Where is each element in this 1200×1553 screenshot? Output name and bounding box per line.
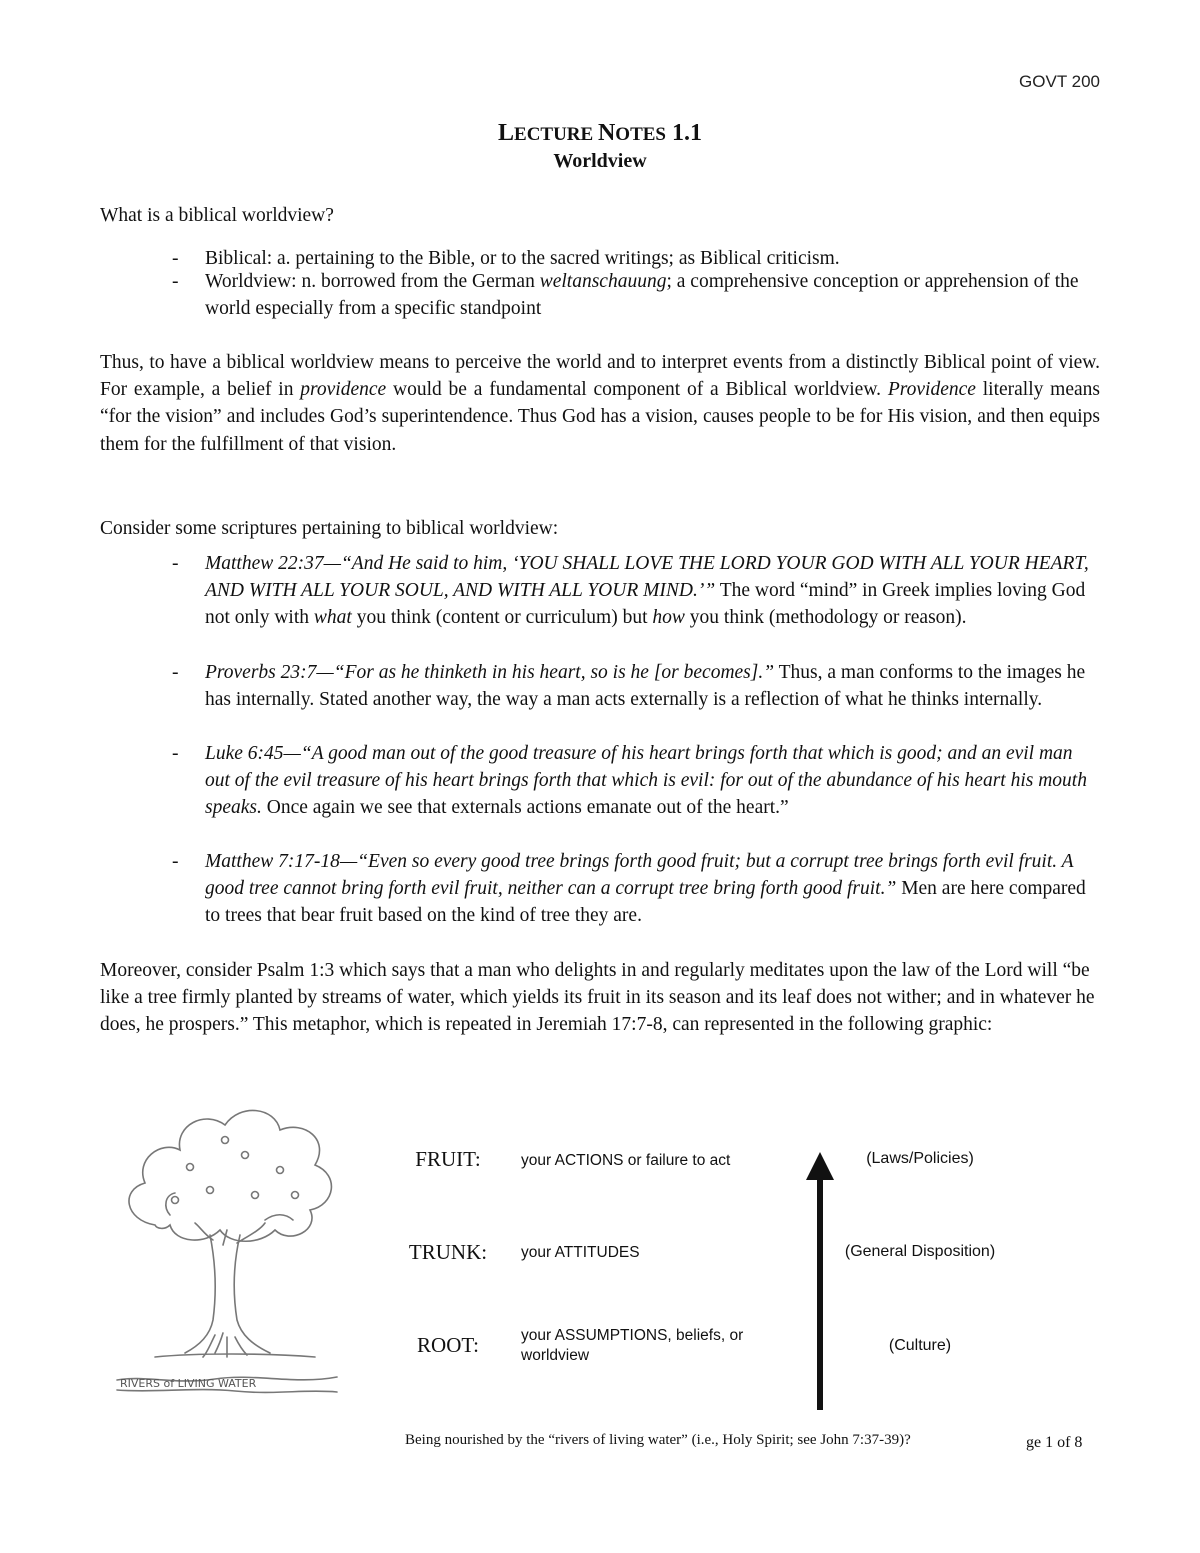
scripture-item: - Luke 6:45—“A good man out of the good treasure of his heart brings forth that which is good; and an evil man out of the evil treasure of his heart brings forth that which is evil: for out of the abundance of his heart his mouth speaks. Once again we see that externals actions emanate out of the heart.” bbox=[172, 743, 1087, 819]
definition-item: - Biblical: a. pertaining to the Bible, or to the sacred writings; as Biblical criticism. bbox=[172, 248, 840, 269]
graphic-caption: Being nourished by the “rivers of living water” (i.e., Holy Spirit; see John 7:37-39)? bbox=[405, 1432, 911, 1448]
fruit-description: your ACTIONS or failure to act bbox=[521, 1152, 731, 1169]
root-category: (Culture) bbox=[888, 1337, 952, 1354]
page-subtitle: Worldview bbox=[553, 150, 647, 172]
tree-sketch-icon bbox=[115, 1095, 355, 1405]
root-label: ROOT: bbox=[417, 1333, 479, 1357]
scripture-item: - Matthew 22:37—“And He said to him, ‘YOU SHALL LOVE THE LORD YOUR GOD WITH ALL YOUR HEART, AND WITH ALL YOUR SOUL, AND WITH ALL YOUR MIND.’” The word “mind” in Greek implies loving God not only with what you think (content or curriculum) but how you think (methodology or reason). bbox=[172, 553, 1089, 629]
question-heading: What is a biblical worldview? bbox=[100, 205, 334, 226]
trunk-category: (General Disposition) bbox=[844, 1243, 996, 1260]
fruit-category: (Laws/Policies) bbox=[866, 1150, 974, 1167]
trunk-description: your ATTITUDES bbox=[521, 1244, 640, 1261]
scripture-item: - Matthew 7:17-18—“Even so every good tree brings forth good fruit; but a corrupt tree brings forth evil fruit. A good tree cannot bring forth evil fruit, neither can a corrupt tree bring forth good fruit.” Men are here compared to trees that bear fruit based on the kind of tree they are. bbox=[172, 851, 1086, 927]
arrow-up-icon bbox=[800, 1150, 840, 1412]
page-number: ge 1 of 8 bbox=[1026, 1434, 1083, 1451]
scripture-item: - Proverbs 23:7—“For as he thinketh in his heart, so is he [or becomes].” Thus, a man conforms to the images he has internally. Stated another way, the way a man acts externally is a reflection of what he thinks internally. bbox=[172, 662, 1086, 711]
page-title: LECTURE NOTES 1.1 bbox=[498, 120, 702, 146]
tree-caption: RIVERS of LIVING WATER bbox=[120, 1377, 257, 1390]
definition-item: - Worldview: n. borrowed from the German weltanschauung; a comprehensive conception or apprehension of the world especially from a specific standpoint bbox=[172, 271, 1079, 320]
psalm-paragraph: Moreover, consider Psalm 1:3 which says that a man who delights in and regularly meditates upon the law of the Lord will “be like a tree firmly planted by streams of water, which yields its fruit in its season and its leaf does not wither; and in whatever he does, he prospers.” This metaphor, which is repeated in Jeremiah 17:7-8, can represented in the following graphic: bbox=[100, 960, 1095, 1036]
trunk-label: TRUNK: bbox=[408, 1240, 488, 1264]
root-description: your ASSUMPTIONS, beliefs, or worldview bbox=[521, 1327, 744, 1364]
consider-heading: Consider some scriptures pertaining to biblical worldview: bbox=[100, 518, 559, 539]
fruit-label: FRUIT: bbox=[415, 1147, 481, 1171]
course-code: GOVT 200 bbox=[1019, 72, 1100, 91]
intro-paragraph: Thus, to have a biblical worldview means to perceive the world and to interpret events from a distinctly Biblical point of view. For example, a belief in providence would be a fundamental component of a Biblical worldview. Providence literally means “for the vision” and includes God’s superintendence. Thus God has a vision, causes people to be for His vision, and then equips them for the fulfillment of that vision. bbox=[100, 352, 1100, 455]
